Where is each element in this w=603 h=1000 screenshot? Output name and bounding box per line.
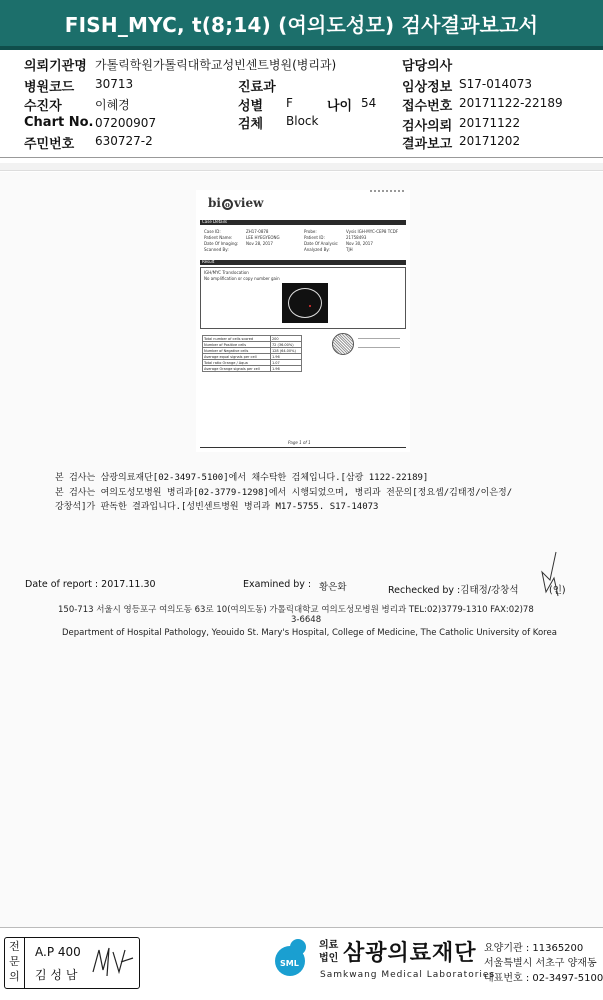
lab-footer: [0, 927, 603, 1000]
receipt-no-value: 20171122-22189: [459, 96, 563, 110]
statement-line-1: 본 검사는 삼광의료재단[02-3497-5100]에서 채수탁한 검체입니다.[삼광 1122-22189]: [55, 473, 429, 483]
age-label: 나이: [327, 99, 353, 114]
section-divider: [0, 163, 603, 171]
embedded-bioview-report: [196, 190, 410, 452]
stamp-code: A.P 400: [35, 945, 81, 959]
resident-no-value: 630727-2: [95, 134, 153, 148]
probe-label: Probe:: [304, 229, 317, 234]
test-request-value: 20171122: [459, 116, 521, 130]
patient-id-value: 21758493: [346, 235, 367, 240]
hospital-code-value: 30713: [95, 77, 134, 91]
results-table-label: Average Orange signals per cell: [203, 366, 271, 372]
sml-logo-text: SML: [280, 959, 299, 968]
examined-by-value: 황은화: [319, 582, 347, 593]
specimen-value: Block: [286, 114, 319, 128]
date-analysis-value: Nov 30, 2017: [346, 241, 373, 246]
analyzed-by-value: TJH: [346, 247, 353, 252]
lab-address: 서울특별시 서초구 양재동: [484, 958, 597, 969]
examined-by-label: Examined by :: [243, 579, 312, 590]
case-details-label: Case Details: [202, 219, 227, 224]
corp-label-1: 의료: [319, 940, 339, 951]
chart-no-label: Chart No.: [24, 115, 94, 130]
results-table-value: 200: [270, 336, 301, 342]
hospital-code-label: 병원코드: [24, 80, 75, 95]
department-line: Department of Hospital Pathology, Yeouido St. Mary's Hospital, College of Medicine, The Catholic University of Korea: [62, 628, 557, 638]
date-of-report: Date of report : 2017.11.30: [25, 579, 156, 590]
department-label: 진료과: [238, 80, 276, 95]
bioview-logo-o: o: [222, 199, 233, 210]
results-table-label: Number of Positive cells: [203, 342, 271, 348]
scanned-by-label: Scanned By:: [204, 247, 229, 252]
corp-label-2: 법인: [319, 953, 339, 964]
clinical-info-label: 임상정보: [402, 80, 453, 95]
statement-line-3: 강창석]가 판독한 결과입니다.[성빈센트병원 병리과 M17-5755. S17-14073: [55, 502, 379, 512]
signal-dot: [309, 305, 311, 307]
case-id-value: ZH17-0878: [246, 229, 269, 234]
probe-value: Vysis IGH-MYC-CEP8 TCDF: [346, 229, 399, 234]
date-imaging-value: Nov 28, 2017: [246, 241, 273, 246]
sex-label: 성별: [238, 99, 264, 114]
results-table-row: [203, 366, 302, 372]
address-line-2: 3-6648: [291, 615, 322, 625]
brand-english: Samkwang Medical Laboratories: [320, 970, 496, 980]
date-imaging-label: Date Of Imaging:: [204, 241, 239, 246]
patient-name-value: LEE HYEGYEONG: [246, 235, 280, 240]
fish-cell-image: [282, 283, 328, 323]
embedded-footer-line: [200, 447, 406, 448]
resident-no-label: 주민번호: [24, 137, 75, 152]
patient-id-label: Patient ID:: [304, 235, 325, 240]
statement-line-2: 본 검사는 여의도성모병원 병리과[02-3779-1298]에서 시행되었으며, 병리과 전문의[정요셉/김태정/이은정/: [55, 488, 513, 498]
results-table-label: Number of Negative cells: [203, 348, 271, 354]
results-table-value: 1.96: [270, 354, 301, 360]
sml-logo-icon: [272, 937, 312, 977]
case-id-label: Case ID:: [204, 229, 221, 234]
institution-label: 의뢰기관명: [24, 59, 87, 74]
patient-name-label: Patient Name:: [204, 235, 233, 240]
stamp-name: 김 성 남: [35, 968, 78, 982]
clinical-info-value: S17-014073: [459, 77, 533, 91]
page-indicator: Page 1 of 1: [288, 440, 311, 445]
brand-korean: 삼광의료재단: [343, 941, 477, 966]
date-analysis-label: Date Of Analysis:: [304, 241, 339, 246]
sex-value: F: [286, 96, 293, 110]
doctor-label: 담당의사: [402, 59, 453, 74]
receipt-no-label: 접수번호: [402, 99, 453, 114]
lab-phone: 대표번호 : 02-3497-5100: [484, 973, 603, 984]
pie-legend: [358, 338, 400, 348]
care-org-number: 요양기관 : 11365200: [484, 943, 584, 954]
age-value: 54: [361, 96, 377, 110]
rechecked-by: Rechecked by :김태정/강창석: [388, 585, 519, 596]
bioview-logo-pre: bi: [208, 196, 221, 210]
case-details-header: [200, 220, 406, 225]
result-report-label: 결과보고: [402, 137, 453, 152]
signature-scribble: [536, 550, 562, 600]
bioview-logo-post: view: [233, 196, 264, 210]
results-table-label: Average equal signals per cell: [203, 354, 271, 360]
analyzed-by-label: Analyzed By:: [304, 247, 330, 252]
result-label: Result: [202, 259, 215, 264]
report-title: FISH_MYC, t(8;14) (여의도성모) 검사결과보고서: [64, 12, 539, 37]
stamp-signature: [89, 942, 137, 984]
results-table-label: Total ratio Orange / Aqua: [203, 360, 271, 366]
results-table-value: 1.07: [270, 360, 301, 366]
corner-mark: [370, 190, 404, 200]
results-table-value: 72 (36.00%): [270, 342, 301, 348]
cell-outline: [288, 288, 322, 318]
results-table: [202, 335, 302, 372]
examinee-label: 수진자: [24, 99, 62, 114]
stamp-vertical-text: 전문의: [9, 940, 20, 983]
results-table-value: 1.96: [270, 366, 301, 372]
result-line-2: No amplification or copy number gain: [204, 276, 280, 281]
ratio-pie-chart: [332, 333, 354, 355]
examinee-value: 이혜경: [95, 98, 130, 112]
chart-no-value: 07200907: [95, 116, 157, 130]
result-line-1: IGH/MYC Translocation: [204, 270, 249, 275]
report-title-bar: [0, 0, 603, 50]
test-request-label: 검사의뢰: [402, 119, 453, 134]
results-table-label: Total number of cells scored: [203, 336, 271, 342]
stamp-vertical-label: [5, 938, 25, 988]
bioview-logo: [208, 196, 263, 210]
institution-value: 가톨릭학원가톨릭대학교성빈센트병원(병리과): [95, 58, 337, 72]
specialist-stamp: [4, 937, 140, 989]
address-line-1: 150-713 서울시 영등포구 여의도동 63로 10(여의도동) 가톨릭대학교 여의도성모병원 병리과 TEL:02)3779-1310 FAX:02)78: [58, 605, 534, 615]
results-table-value: 128 (64.00%): [270, 348, 301, 354]
patient-info-panel: [0, 50, 603, 158]
result-report-value: 20171202: [459, 134, 521, 148]
result-header: [200, 260, 406, 265]
seal-mark: (인): [549, 585, 566, 596]
specimen-label: 검체: [238, 117, 264, 132]
